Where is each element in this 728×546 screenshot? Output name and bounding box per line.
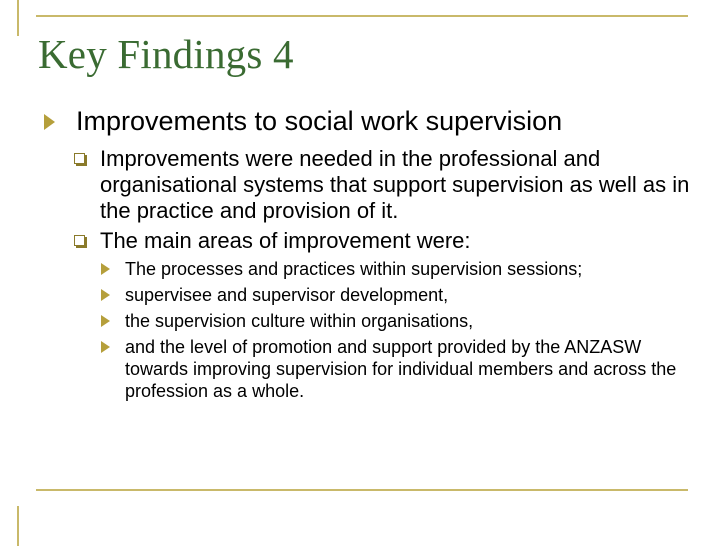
left-border-bottom <box>17 506 19 546</box>
slide-body <box>44 105 694 406</box>
bullet-level3 <box>44 310 694 332</box>
bullet-level3 <box>44 336 694 402</box>
bullet-level3 <box>44 258 694 280</box>
slide-title: Key Findings 4 <box>38 31 294 77</box>
bullet-level2 <box>44 228 694 254</box>
square-bullet-icon <box>74 153 85 164</box>
triangle-bullet-icon <box>101 263 110 275</box>
bullet-text: The processes and practices within supervision sessions; <box>125 259 583 279</box>
triangle-bullet-icon <box>101 289 110 301</box>
bullet-text: and the level of promotion and support provided by the ANZASW towards improving supervision for individual members and across the profession as a whole. <box>125 337 677 401</box>
triangle-bullet-icon <box>44 114 55 130</box>
bottom-border-line <box>36 489 688 491</box>
top-border-line <box>36 15 688 17</box>
triangle-bullet-icon <box>101 341 110 353</box>
bullet-level2 <box>44 146 694 224</box>
left-border-top <box>17 0 19 36</box>
bullet-level3 <box>44 284 694 306</box>
bullet-text: the supervision culture within organisations, <box>125 311 474 331</box>
bullet-text: Improvements were needed in the professional and organisational systems that support supervision as well as in the practice and provision of it. <box>100 146 690 223</box>
bullet-text: The main areas of improvement were: <box>100 228 471 253</box>
bullet-text: Improvements to social work supervision <box>76 106 563 136</box>
triangle-bullet-icon <box>101 315 110 327</box>
bullet-level1 <box>44 105 694 138</box>
bullet-text: supervisee and supervisor development, <box>125 285 449 305</box>
square-bullet-icon <box>74 235 85 246</box>
